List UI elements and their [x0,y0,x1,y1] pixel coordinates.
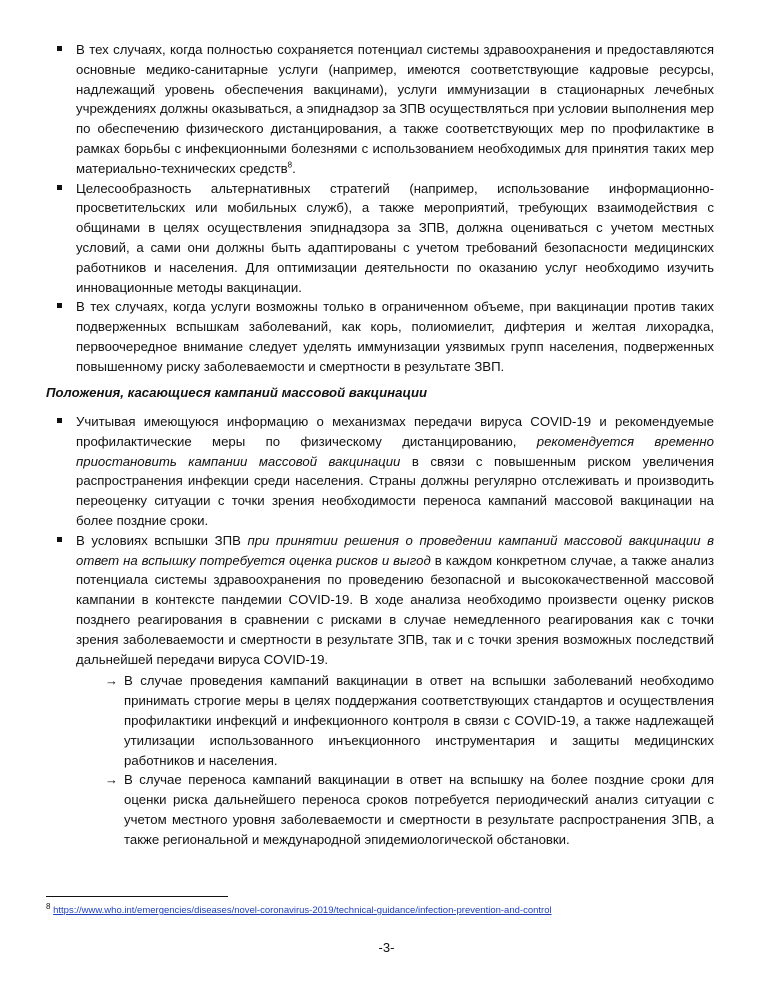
sub-list-item [102,770,714,849]
paragraph-end: . [292,160,296,176]
list-item [54,531,714,850]
section-1 [54,40,714,377]
square-bullet-icon [57,537,62,542]
square-bullet-icon [57,185,62,190]
page-number: -3- [378,940,395,955]
bullet-list-2 [54,412,714,850]
square-bullet-icon [57,46,62,51]
footnote-link[interactable]: https://www.who.int/emergencies/diseases/novel-coronavirus-2019/technical-guidance/infection-prevention-and-control [53,905,552,916]
paragraph-text: В тех случаях, когда полностью сохраняется потенциал системы здравоохранения и предоставляются основные медико-санитарные услуги (например, имеются соответствующие кадровые ресурсы, надлежащий уровень обеспечения вакцинами), услуги иммунизации в стационарных лечебных учреждениях должны оказываться, а эпиднадзор за ЗПВ осуществляться при условии выполнения мер по обеспечению физического дистанцирования, а также соответствующих мер по профилактике в рамках борьбы с инфекционными болезнями с использованием необходимых для принятия таких мер материально-технических средств [76,42,714,176]
list-item [54,40,714,179]
bullet-list-1 [54,40,714,377]
section-heading: Положения, касающиеся кампаний массовой вакцинации [46,385,428,400]
arrow-right-icon: → [105,673,118,689]
paragraph-emphasis: при принятии решения о проведении кампаний массовой вакцинации в ответ на вспышку потребуется оценка рисков и выгод [76,532,714,568]
paragraph-text: Учитывая имеющуюся информацию о механизмах передачи вируса COVID-19 и рекомендуемые профилактические меры по физическому дистанцированию, [76,414,714,449]
paragraph-text: Целесообразность альтернативных стратегий (например, использование информационно-просветительских или мобильных служб), а также мероприятий, требующих взаимодействия с общинами в целях осуществления эпиднадзора за ЗПВ, должна оцениваться с учетом местных условий, а сами они должны быть адаптированы с учетом требований безопасности медицинских работников и населения. Для оптимизации деятельности по оказанию услуг необходимо изучить инновационные методы вакцинации. [76,180,714,295]
footnote [46,901,552,917]
arrow-right-icon: → [105,772,118,788]
square-bullet-icon [57,418,62,423]
footnote-number: 8 [46,901,51,911]
paragraph-text: В условиях вспышки ЗПВ [76,532,248,548]
paragraph-text: в связи с повышенным риском увеличения распространения инфекции среди населения. Страны должны регулярно отслеживать и производить переоценку ситуации с точки зрения необходимости переноса кампаний массовой вакцинации на более поздние сроки. [76,453,714,528]
paragraph-emphasis: рекомендуется временно приостановить кампании массовой вакцинации [76,433,714,469]
sub-item-text: В случае переноса кампаний вакцинации в ответ на вспышку на более поздние сроки для оценки риска дальнейшего переноса сроков потребуется периодический анализ ситуации с учетом местного уровня заболеваемости и смертности в результате распространения ЗПВ, а также региональной и международной эпидемиологической обстановки. [124,772,714,847]
footnote-ref: 8 [287,160,293,170]
sub-item-text: В случае проведения кампаний вакцинации в ответ на вспышки заболеваний необходимо принимать строгие меры в целях поддержания соответствующих стандартов и осуществления профилактики инфекций и инфекционного контроля в связи с COVID-19, а также надлежащей утилизации использованного инъекционного инструментария и защиты медицинских работников и населения. [124,673,714,768]
sub-list-item [102,671,714,770]
list-item [54,297,714,376]
arrow-sub-list [76,671,714,849]
paragraph-text: В тех случаях, когда услуги возможны только в ограниченном объеме, при вакцинации против таких подверженных вспышкам заболеваний, как корь, полиомиелит, дифтерия и желтая лихорадка, первоочередное внимание следует уделять иммунизации уязвимых групп населения, подверженных повышенному риску заболеваемости и смертности в результате ЗВП. [76,299,714,374]
list-item [54,412,714,531]
list-item [54,179,714,298]
paragraph-text: в каждом конкретном случае, а также анализ потенциала системы здравоохранения по проведению безопасной и высококачественной массовой кампании в контексте пандемии COVID-19. В ходе анализа необходимо произвести оценку рисков позднего реагирования в сравнении с рисками в случае немедленного реагирования как с точки зрения заболеваемости и смертности в результате ЗПВ, так и с точки зрения возможных последствий дальнейшей передачи вируса COVID-19. [76,552,714,667]
footnote-divider [46,896,228,897]
section-2 [54,412,714,850]
square-bullet-icon [57,303,62,308]
